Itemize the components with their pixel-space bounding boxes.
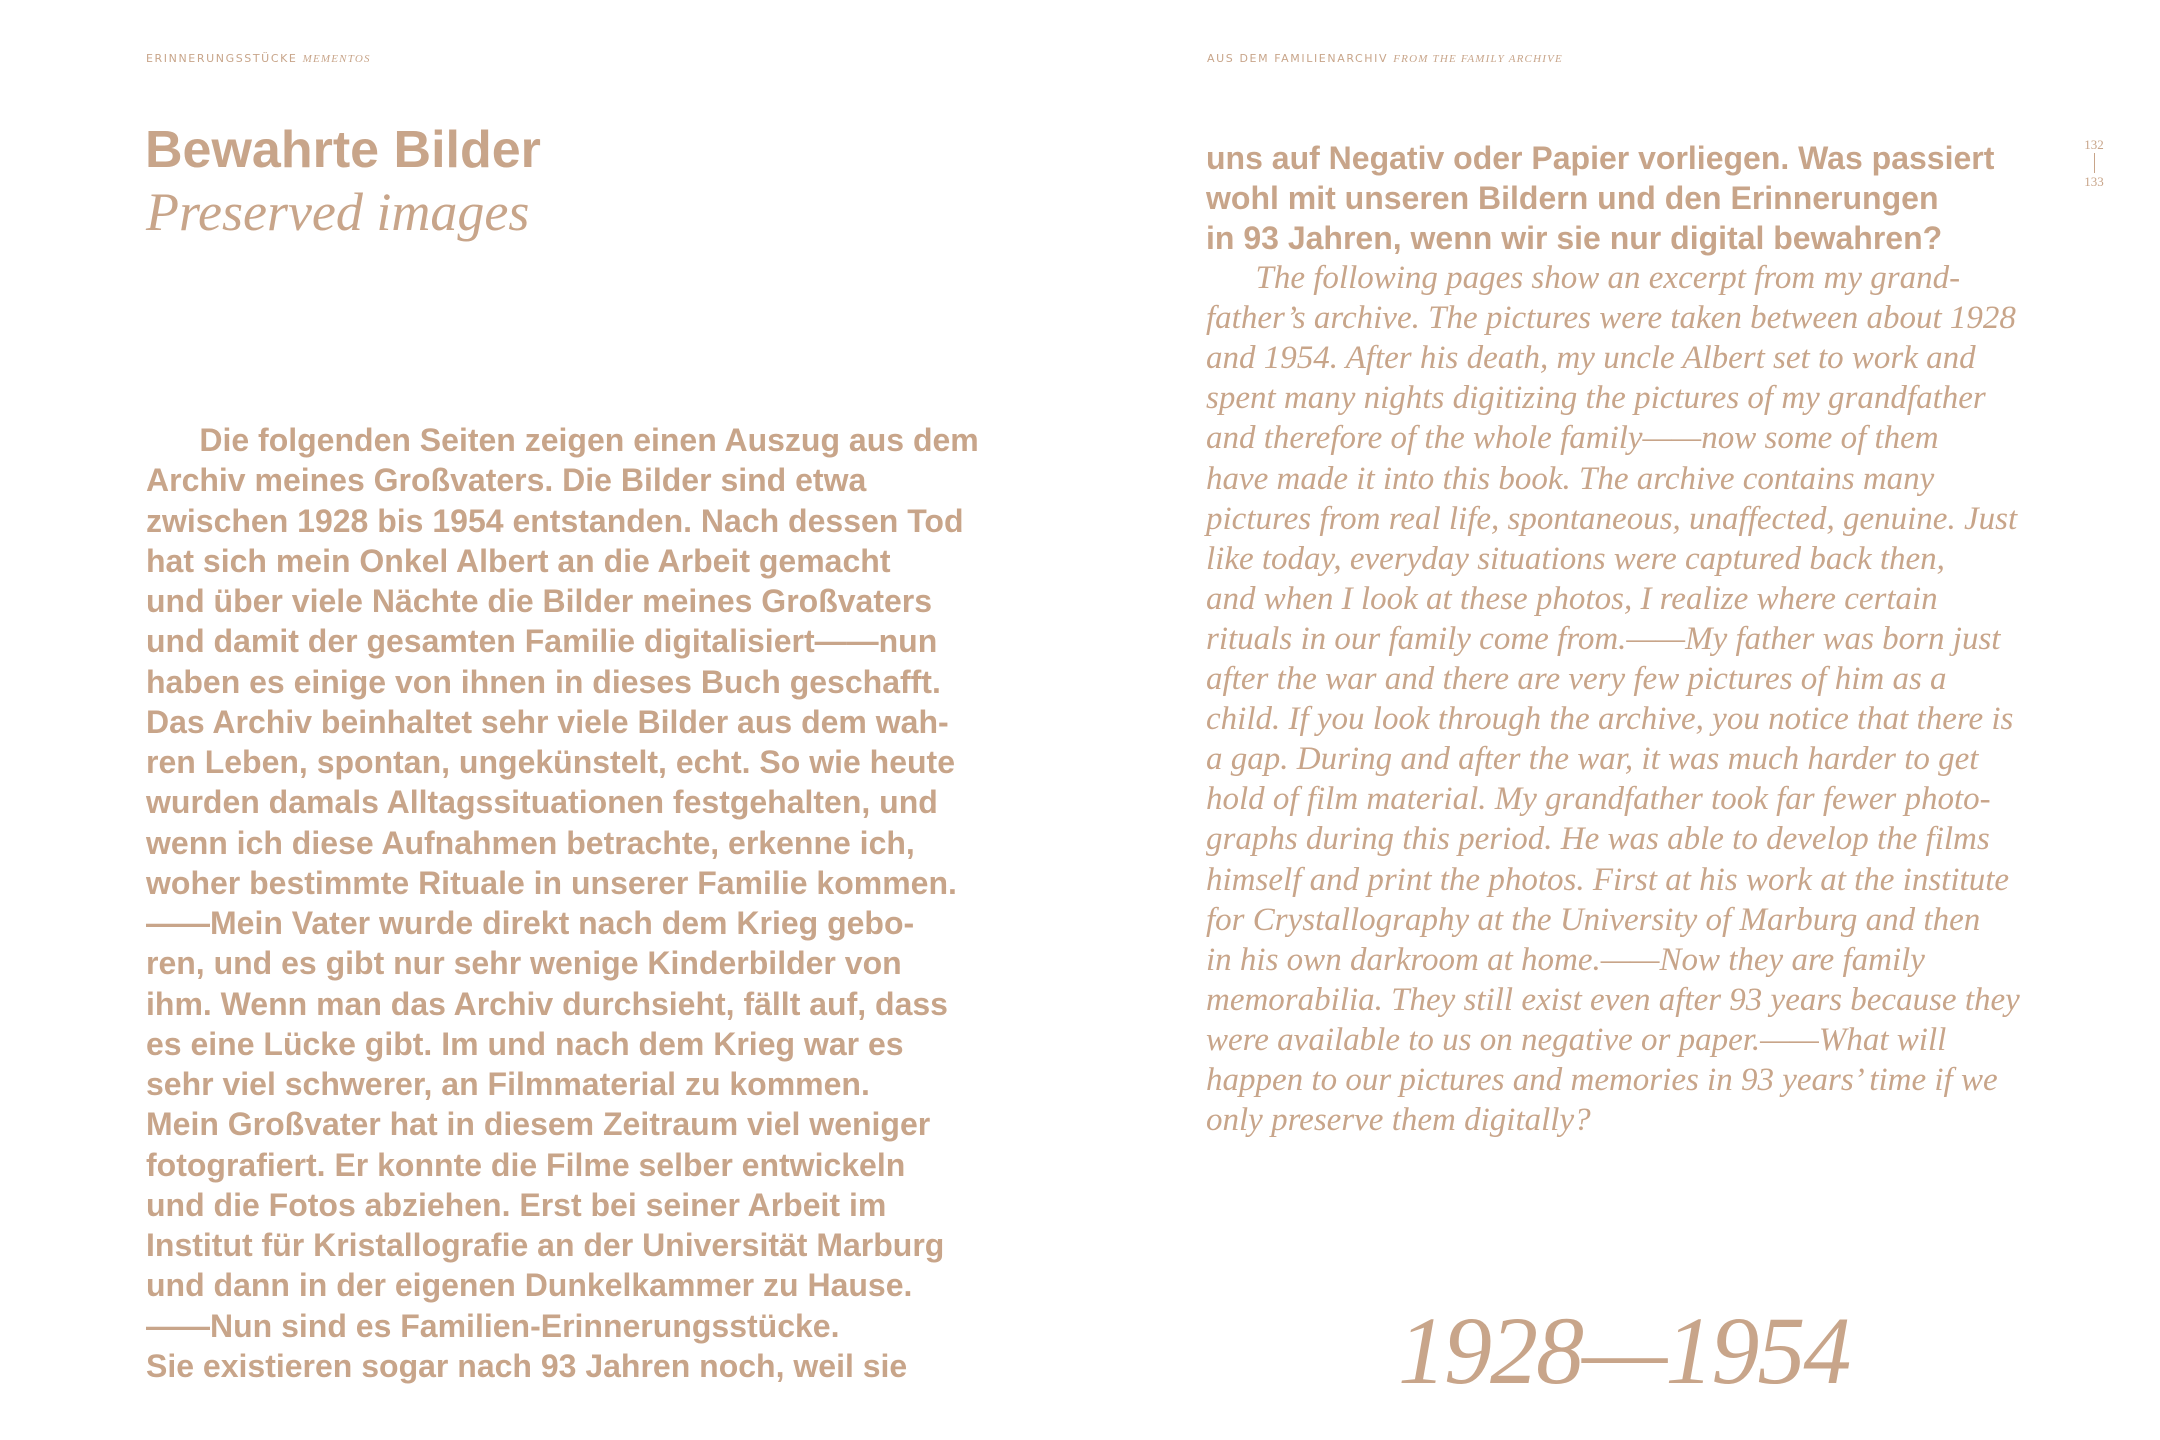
text-line: himself and print the photos. First at his work at the institute	[1206, 861, 2010, 898]
text-line: for Crystallography at the University of Marburg and then	[1206, 901, 1981, 938]
text-line: und dann in der eigenen Dunkelkammer zu Hause.	[146, 1267, 913, 1304]
text-line: Die folgenden Seiten zeigen einen Auszug aus dem	[146, 422, 979, 458]
text-line: wenn ich diese Aufnahmen betrachte, erkenne ich,	[146, 824, 915, 861]
text-line: Institut für Kristallografie an der Universität Marburg	[146, 1227, 945, 1263]
text-line: graphs during this period. He was able to develop the films	[1206, 821, 1990, 858]
text-line: ——Nun sind es Familien-Erinnerungsstücke.	[146, 1307, 840, 1344]
running-header-right-de: AUS DEM FAMILIENARCHIV	[1207, 52, 1389, 65]
text-line: ren Leben, spontan, ungekünstelt, echt. So wie heute	[146, 744, 955, 780]
page-number-left: 132	[2084, 137, 2104, 152]
text-line: in his own darkroom at home.——Now they are family	[1206, 941, 1925, 978]
text-line: ihm. Wenn man das Archiv durchsieht, fällt auf, dass	[146, 985, 948, 1022]
text-line: hold of film material. My grandfather took far fewer photo-	[1206, 781, 1991, 818]
text-line: hat sich mein Onkel Albert an die Arbeit gemacht	[146, 542, 891, 579]
text-line: memorabilia. They still exist even after 93 years because they	[1206, 981, 2020, 1018]
text-line: pictures from real life, spontaneous, unaffected, genuine. Just	[1206, 500, 2018, 537]
page-title-german: Bewahrte Bilder	[145, 121, 541, 179]
text-line: only preserve them digitally?	[1206, 1102, 1591, 1139]
text-line: und damit der gesamten Familie digitalisiert——nun	[146, 623, 938, 660]
text-line: and 1954. After his death, my uncle Albert set to work and	[1206, 340, 1976, 377]
text-line: and when I look at these photos, I realize where certain	[1206, 580, 1938, 617]
text-line: spent many nights digitizing the pictures of my grandfather	[1206, 380, 1986, 417]
text-line: have made it into this book. The archive contains many	[1206, 460, 1935, 497]
text-line: after the war and there are very few pictures of him as a	[1206, 661, 1947, 697]
text-line: a gap. During and after the war, it was much harder to get	[1206, 741, 1979, 778]
text-line: es eine Lücke gibt. Im und nach dem Krieg war es	[146, 1025, 904, 1062]
text-line: ——Mein Vater wurde direkt nach dem Krieg gebo-	[146, 905, 915, 941]
text-line: Archiv meines Großvaters. Die Bilder sind etwa	[146, 462, 867, 499]
running-header-right	[1207, 52, 1563, 65]
text-line: zwischen 1928 bis 1954 entstanden. Nach dessen Tod	[146, 502, 964, 539]
text-line: haben es einige von ihnen in dieses Buch geschafft.	[146, 663, 941, 700]
text-line: und die Fotos abziehen. Erst bei seiner Arbeit im	[146, 1186, 887, 1223]
year-range: 1928—1954	[1398, 1297, 1850, 1404]
text-line: were available to us on negative or paper.——What will	[1206, 1021, 1947, 1058]
text-line: child. If you look through the archive, you notice that there is	[1206, 701, 2014, 738]
text-line: Mein Großvater hat in diesem Zeitraum viel weniger	[146, 1106, 931, 1143]
text-line: fotografiert. Er konnte die Filme selber entwickeln	[146, 1146, 906, 1183]
text-line: wurden damals Alltagssituationen festgehalten, und	[146, 784, 938, 821]
page-number-right: 133	[2084, 174, 2104, 189]
text-line: happen to our pictures and memories in 93 years’ time if we	[1206, 1062, 1998, 1098]
text-line: woher bestimmte Rituale in unserer Familie kommen.	[146, 864, 957, 901]
text-line: and therefore of the whole family——now some of them	[1206, 420, 1939, 457]
text-line: ren, und es gibt nur sehr wenige Kinderbilder von	[146, 945, 902, 982]
page-title-english: Preserved images	[146, 182, 530, 242]
text-line: Sie existieren sogar nach 93 Jahren noch, weil sie	[146, 1347, 908, 1384]
running-header-left-de: ERINNERUNGSSTÜCKE	[146, 52, 298, 65]
text-line: sehr viel schwerer, an Filmmaterial zu kommen.	[146, 1066, 870, 1102]
text-line: The following pages show an excerpt from my grand-	[1206, 260, 1961, 296]
text-line: rituals in our family come from.——My father was born just	[1206, 620, 2001, 657]
running-header-right-en: FROM THE FAMILY ARCHIVE	[1393, 53, 1563, 65]
page-number-divider	[2094, 153, 2095, 173]
running-header-left	[146, 52, 371, 65]
text-line: Das Archiv beinhaltet sehr viele Bilder aus dem wah-	[146, 703, 949, 740]
text-line: in 93 Jahren, wenn wir sie nur digital bewahren?	[1206, 220, 1943, 256]
page-numbers	[2084, 138, 2104, 188]
text-line: father’s archive. The pictures were taken between about 1928	[1206, 300, 2016, 337]
text-line: wohl mit unseren Bildern und den Erinnerungen	[1206, 180, 1939, 216]
text-line: und über viele Nächte die Bilder meines Großvaters	[146, 583, 933, 619]
text-line: uns auf Negativ oder Papier vorliegen. Was passiert	[1206, 140, 1995, 176]
text-line: like today, everyday situations were captured back then,	[1206, 540, 1945, 577]
running-header-left-en: MEMENTOS	[302, 53, 371, 65]
